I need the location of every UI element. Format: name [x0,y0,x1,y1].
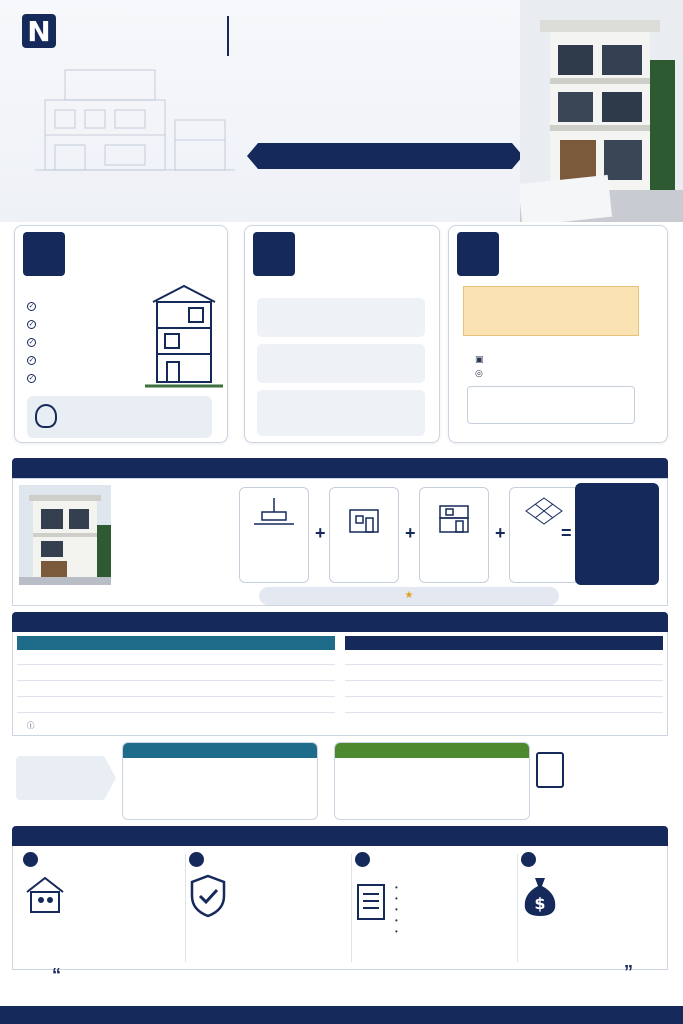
svg-text:$: $ [534,894,546,913]
floor-icon [434,504,474,534]
tip-4 [521,852,663,964]
step1-card [14,225,228,443]
check-icon: ✓ [28,321,35,328]
check-icon: ✓ [28,375,35,382]
list-item [27,356,41,365]
house-sketch-illustration [35,60,235,180]
lightbulb-icon [35,404,57,428]
step3-card [448,225,668,443]
rough-table [345,636,663,713]
step1-list [27,302,41,392]
sum-bar [259,587,559,605]
area-icon: ▣ [475,354,484,364]
example-area [475,354,484,365]
star-icon: ★ [404,590,414,601]
tip-2 [189,852,347,964]
formula-box [463,286,639,336]
tagline-ribbon [247,143,523,169]
check-icon: ✓ [28,339,35,346]
part-floor1 [329,487,399,583]
example-price [475,368,483,379]
tip-3 [355,852,513,964]
table-row [17,664,335,680]
plus-icon: + [315,523,326,543]
cost-list: • • • • • [395,883,398,936]
turnkey-table [17,636,335,713]
logo-n-icon: N [22,14,56,48]
quote-close-icon: ” [624,962,633,982]
table-row [17,680,335,696]
quote-open-icon: “ [52,965,61,985]
example-section-title [12,458,668,478]
tips-section-title [12,826,668,846]
info-icon: ⓘ [27,721,35,730]
tips-section [12,846,668,970]
list-item [27,302,41,311]
part-floor2 [419,487,489,583]
table-row [345,696,663,712]
brand-logo[interactable] [22,14,64,48]
step1-badge [23,232,65,276]
apply-rough-box [334,742,530,820]
foundation-icon [254,496,294,526]
total-area-box [575,483,659,585]
check-icon: ✓ [28,357,35,364]
townhouse-photo [19,485,111,585]
tip-1 [23,852,181,964]
table-row [345,680,663,696]
example-section [12,478,668,606]
step1-note [27,396,212,438]
table-row [345,664,663,680]
price-section-title [12,612,668,632]
apply-turnkey-box [122,742,318,820]
family-house-icon [23,874,67,914]
star-icon [257,344,303,383]
header-banner [0,0,683,222]
plus-icon: + [495,523,506,543]
equals-icon: = [561,523,572,543]
rough-header [345,636,663,650]
star-icon [257,298,303,337]
part-foundation [239,487,309,583]
step3-badge [457,232,499,276]
price-note [27,720,35,731]
floor-icon [344,504,384,534]
step2-card [244,225,440,443]
checklist-icon [536,752,564,788]
contract-list-icon [355,882,389,922]
modern-house-illustration [520,0,683,222]
apply-label [16,756,116,800]
package-standard [257,298,425,337]
calc-box [467,386,635,424]
star-icon [257,390,303,436]
list-item [27,374,41,383]
table-row [17,696,335,712]
money-bag-icon [521,874,559,918]
roof-grid-icon [524,496,564,526]
package-good [257,344,425,383]
package-premium [257,390,425,436]
check-icon: ✓ [28,303,35,310]
apply-section [12,736,668,822]
header-divider [227,16,229,56]
shield-check-icon [189,874,227,918]
building-section-icon [145,282,223,394]
step2-badge [253,232,295,276]
list-item [27,320,41,329]
price-table-section [12,632,668,736]
money-icon: ◎ [475,368,483,378]
footer-bar [0,1006,683,1024]
turnkey-header [17,636,335,650]
plus-icon: + [405,523,416,543]
list-item [27,338,41,347]
